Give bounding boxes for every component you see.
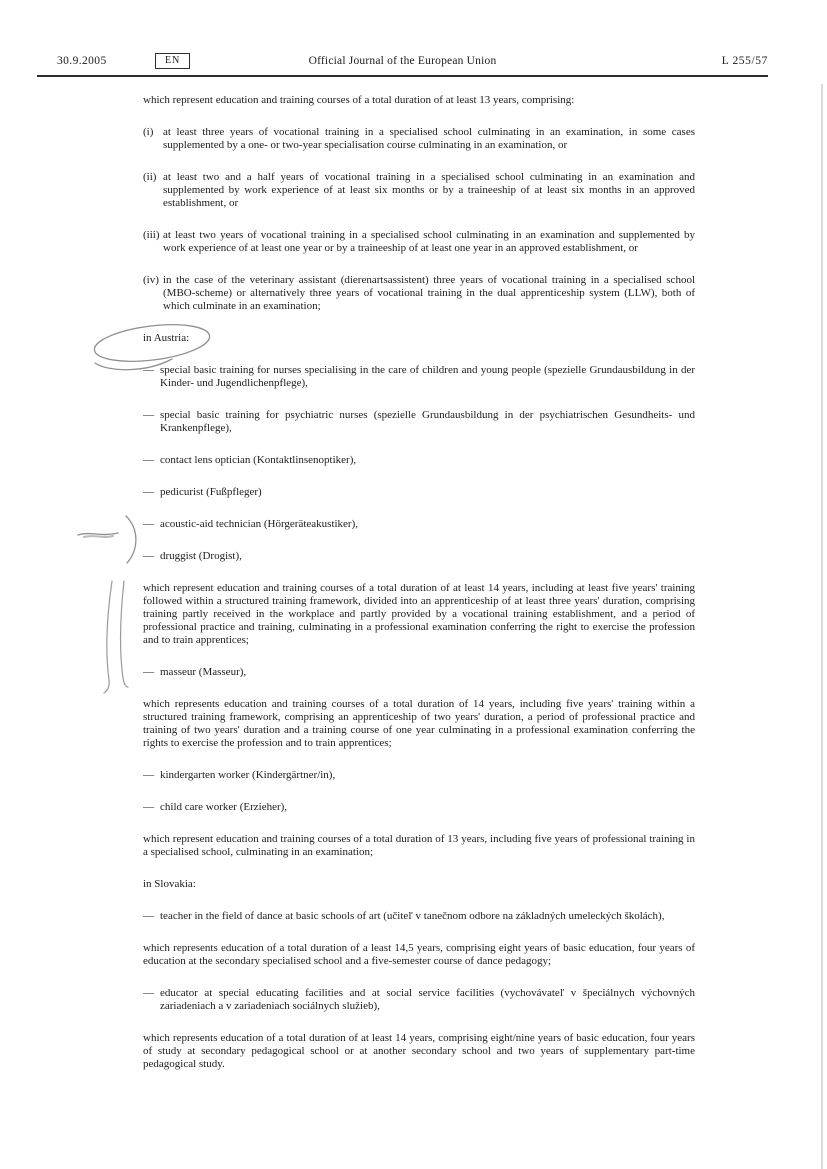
list-item	[143, 229, 695, 255]
item-text: at least three years of vocational training in a specialised school culminating in an examination, in some cases supplemented by a one- or two-year specialisation course culminating in an examination, or	[163, 126, 695, 151]
item-label: —	[143, 364, 154, 376]
item-label: —	[143, 666, 154, 678]
list-item	[143, 550, 695, 563]
list-item	[143, 666, 695, 679]
language-badge: EN	[155, 53, 190, 69]
item-label: —	[143, 769, 154, 781]
item-label: —	[143, 910, 154, 922]
list-item	[143, 409, 695, 435]
list-item	[143, 769, 695, 782]
item-label: (ii)	[143, 171, 157, 183]
list-item	[143, 454, 695, 467]
paragraph: which represents education of a total duration of a least 14,5 years, comprising eight years of basic education, four years of education at the secondary specialised school and a five-semester course of dance pedagogy;	[143, 942, 695, 967]
item-text: contact lens optician (Kontaktlinsenoptiker),	[160, 454, 357, 466]
item-text: druggist (Drogist),	[160, 550, 242, 562]
item-text: at least two years of vocational training in a specialised school culminating in an examination and supplemented by work experience of at least one year or by a traineeship of at least one year in an approved establishment, or	[163, 229, 695, 254]
list-item	[143, 171, 695, 210]
list-item	[143, 987, 695, 1013]
paragraph: which represent education and training courses of a total duration of 13 years, including five years of professional training in a specialised school, culminating in an examination;	[143, 833, 695, 858]
item-label: —	[143, 518, 154, 530]
item-label: (i)	[143, 126, 154, 138]
item-label: (iv)	[143, 274, 159, 286]
list-item	[143, 486, 695, 499]
section-heading: in Slovakia:	[143, 878, 196, 890]
page-number: L 255/57	[721, 55, 768, 67]
item-text: masseur (Masseur),	[160, 666, 247, 678]
margin-lines-annotation-icon	[104, 581, 128, 693]
list-item	[143, 518, 695, 531]
item-text: pedicurist (Fußpfleger)	[160, 486, 262, 498]
item-label: (iii)	[143, 229, 160, 241]
paragraph: which represents education and training courses of a total duration of 14 years, including five years' training within a structured training framework, comprising an apprenticeship of two years' duration, a period of professional practice and training of two years' duration and a training course of one year culminating in a professional examination conferring the rights to exercise the profession and to train apprentices;	[143, 698, 695, 749]
header-date: 30.9.2005	[57, 55, 107, 67]
paragraph: which represents education of a total duration of at least 14 years, comprising eight/nine years of basic education, four years of study at secondary pedagogical school or at another secondary school and two years of supplementary part-time pedagogical study.	[143, 1032, 695, 1070]
item-label: —	[143, 409, 154, 421]
paragraph: which represent education and training courses of a total duration of at least 13 years, comprising:	[143, 94, 575, 106]
list-item	[143, 364, 695, 390]
list-item	[143, 126, 695, 152]
item-label: —	[143, 550, 154, 562]
item-text: teacher in the field of dance at basic schools of art (učiteľ v tanečnom odbore na základných umeleckých školách),	[160, 910, 665, 922]
item-text: special basic training for nurses specialising in the care of children and young people (spezielle Grundausbildung in der Kinder- und Jugendlichenpflege),	[160, 364, 695, 389]
item-text: at least two and a half years of vocational training in a specialised school culminating in an examination and supplemented by work experience of at least six months or by a traineeship of at least six months in an approved establishment, or	[163, 171, 695, 209]
item-text: child care worker (Erzieher),	[160, 801, 288, 813]
item-text: kindergarten worker (Kindergärtner/in),	[160, 769, 336, 781]
item-label: —	[143, 801, 154, 813]
item-label: —	[143, 454, 154, 466]
header-rule	[37, 75, 768, 77]
document-body	[143, 94, 695, 1090]
paragraph: which represent education and training courses of a total duration of at least 14 years, including at least five years' training followed within a structured training framework, divided into an apprenticeship of at least three years' duration, comprising training partly received in the workplace and partly provided by a vocational training establishment, and a period of professional practice and training, culminating in a professional examination conferring the right to exercise the profession and to train apprentices;	[143, 582, 695, 646]
item-text: in the case of the veterinary assistant (dierenartsassistent) three years of vocational training in a specialised school (MBO-scheme) or alternatively three years of vocational training in the dual apprenticeship system (LLW), both of which culminate in an examination;	[163, 274, 695, 312]
margin-arrow-annotation-icon	[78, 516, 136, 563]
journal-title: Official Journal of the European Union	[308, 55, 497, 67]
item-text: educator at special educating facilities and at social service facilities (vychovávateľ v špeciálnych výchovných zariadeniach a v zariadeniach sociálnych služieb),	[160, 987, 695, 1012]
item-text: acoustic-aid technician (Hörgeräteakustiker),	[160, 518, 359, 530]
page-header	[37, 55, 768, 75]
list-item	[143, 801, 695, 814]
scan-edge-artifact	[821, 84, 823, 1169]
section-heading: in Austria:	[143, 332, 190, 344]
item-label: —	[143, 486, 154, 498]
list-item	[143, 274, 695, 313]
item-text: special basic training for psychiatric nurses (spezielle Grundausbildung in der psychiatrischen Gesundheits- und Krankenpflege),	[160, 409, 695, 434]
list-item	[143, 910, 695, 923]
item-label: —	[143, 987, 154, 999]
